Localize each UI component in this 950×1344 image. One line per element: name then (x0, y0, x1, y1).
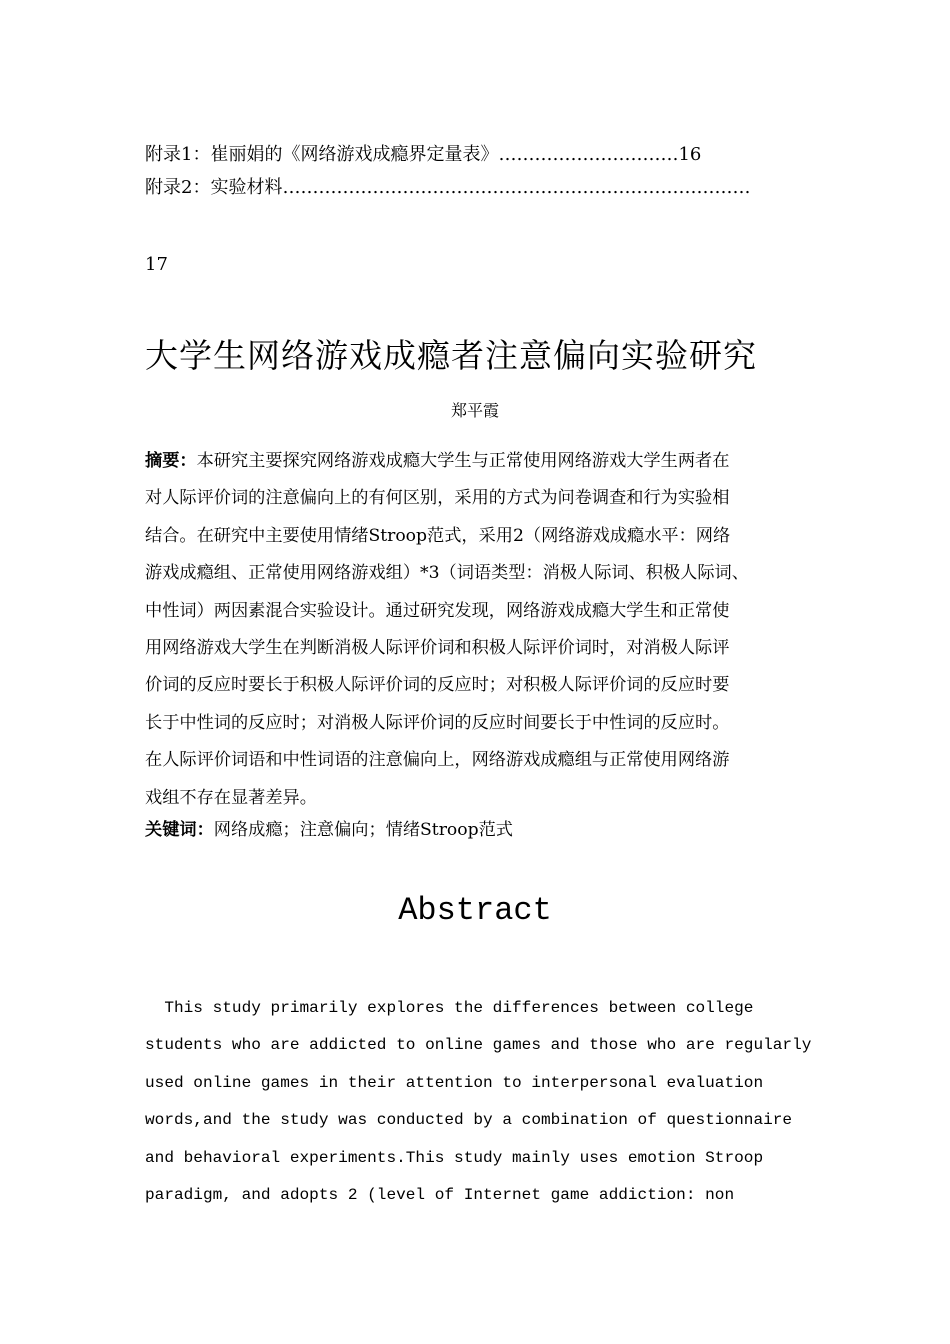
abstract-en-line: paradigm, and adopts 2 (level of Internet game addiction: non (145, 1186, 735, 1205)
abstract-line: 中性词）两因素混合实验设计。通过研究发现，网络游戏成瘾大学生和正常使 (145, 600, 730, 621)
english-abstract (145, 990, 812, 1214)
abstract-line: 结合。在研究中主要使用情绪Stroop范式，采用2（网络游戏成瘾水平：网络 (145, 525, 731, 546)
abstract-line: 价词的反应时要长于积极人际评价词的反应时；对积极人际评价词的反应时要 (145, 675, 730, 696)
abstract-line: 用网络游戏大学生在判断消极人际评价词和积极人际评价词时，对消极人际评 (145, 638, 730, 659)
abstract-line: 戏组不存在显著差异。 (145, 787, 317, 808)
abstract-line: 在人际评价词语和中性词语的注意偏向上，网络游戏成瘾组与正常使用网络游 (145, 750, 730, 771)
abstract-en-line: students who are addicted to online games and those who are regularly (145, 1036, 812, 1055)
abstract-en-line: used online games in their attention to interpersonal evaluation (145, 1073, 764, 1092)
abstract-en-line: words,and the study was conducted by a combination of questionnaire (145, 1111, 793, 1130)
toc-entry-appendix-1[interactable]: 附录1：崔丽娟的《网络游戏成瘾界定量表》…………………………16 (145, 144, 702, 165)
paper-title: 大学生网络游戏成瘾者注意偏向实验研究 (145, 336, 757, 375)
abstract-line: 长于中性词的反应时；对消极人际评价词的反应时间要长于中性词的反应时。 (145, 712, 730, 733)
abstract-label: 摘要： (145, 451, 197, 471)
abstract-text: 本研究主要探究网络游戏成瘾大学生与正常使用网络游戏大学生两者在 (196, 451, 730, 471)
abstract-en-line: and behavioral experiments.This study mainly uses emotion Stroop (145, 1148, 764, 1167)
keywords-text: 网络成瘾；注意偏向；情绪Stroop范式 (213, 820, 513, 840)
paper-author: 郑平霞 (450, 401, 499, 420)
keywords (145, 815, 807, 845)
keywords-label: 关键词： (145, 820, 214, 840)
abstract-heading: Abstract (398, 892, 552, 929)
chinese-abstract (145, 443, 807, 817)
toc-entry-appendix-2-page: 17 (145, 254, 168, 275)
abstract-line: 游戏成瘾组、正常使用网络游戏组）*3（词语类型：消极人际词、积极人际词、 (145, 563, 749, 584)
toc-entry-appendix-2[interactable]: 附录2：实验材料…………………………………………………………………… (145, 177, 751, 198)
abstract-line (145, 443, 807, 480)
abstract-line: 对人际评价词的注意偏向上的有何区别，采用的方式为问卷调查和行为实验相 (145, 488, 730, 509)
abstract-en-line: This study primarily explores the differences between college (145, 999, 754, 1017)
